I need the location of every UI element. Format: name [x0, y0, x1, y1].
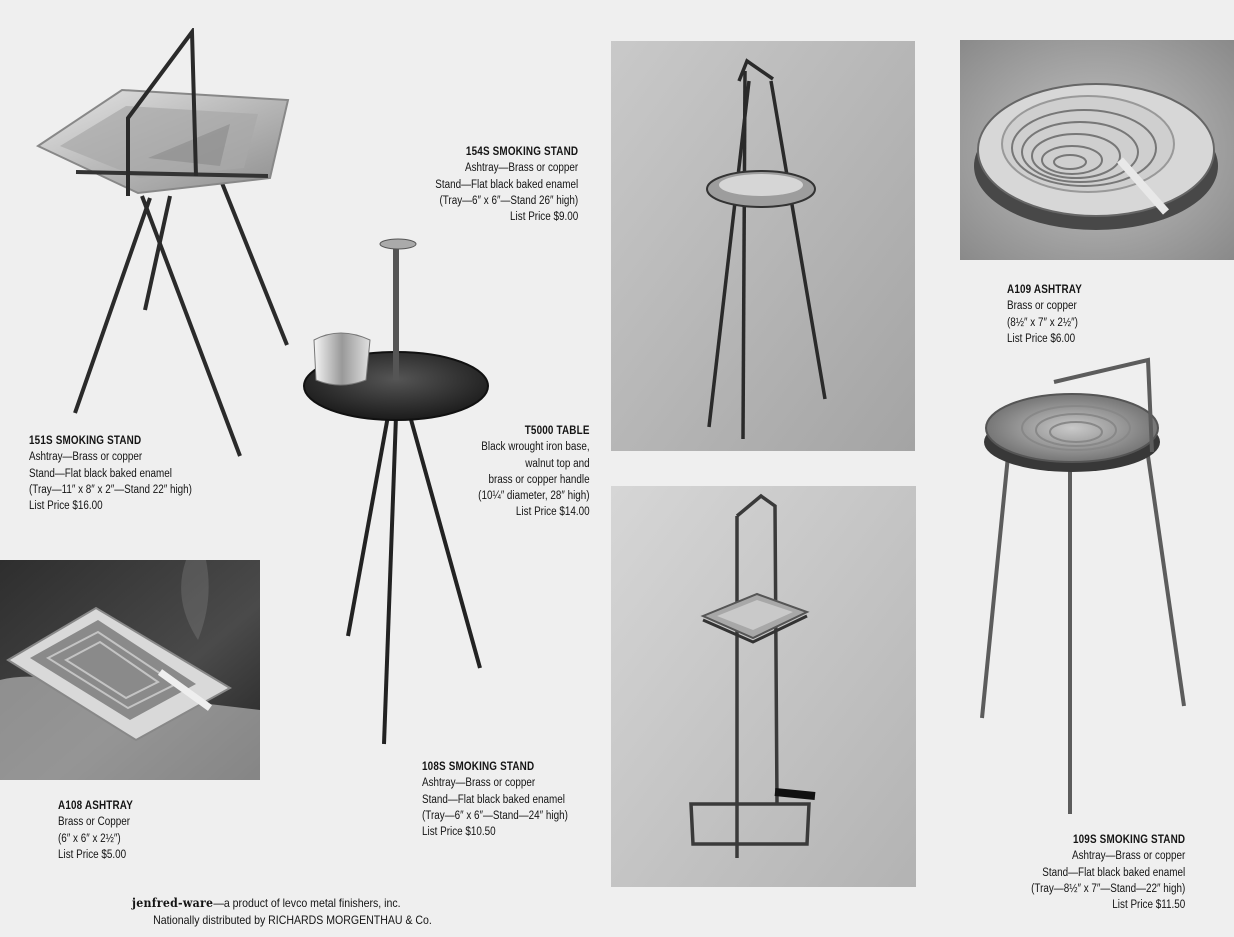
caption-a108-price: List Price $5.00	[58, 848, 127, 861]
caption-t5000-line: Black wrought iron base,	[481, 441, 590, 454]
caption-154s	[435, 144, 578, 225]
footer-tagline: —a product of levco metal finishers, inc.	[213, 896, 401, 910]
photo-a109-ashtray	[960, 40, 1234, 260]
caption-109s-title: 109S SMOKING STAND	[1072, 834, 1185, 846]
caption-t5000-price: List Price $14.00	[516, 506, 590, 519]
caption-154s-title: 154S SMOKING STAND	[465, 146, 578, 158]
photo-a108-ashtray	[0, 560, 260, 780]
caption-t5000-title: T5000 TABLE	[525, 425, 590, 437]
caption-108s-title: 108S SMOKING STAND	[422, 761, 535, 773]
caption-154s-price: List Price $9.00	[509, 211, 578, 224]
caption-a109-title: A109 ASHTRAY	[1007, 284, 1082, 296]
caption-a109-line: (8½″ x 7″ x 2½″)	[1007, 316, 1078, 329]
caption-t5000-line: brass or copper handle	[488, 473, 590, 486]
caption-109s-line: Ashtray—Brass or copper	[1071, 850, 1185, 863]
photo-108s-smoking-stand	[611, 486, 916, 887]
caption-108s-line: (Tray—6″ x 6″—Stand—24″ high)	[422, 809, 568, 822]
caption-108s-line: Stand—Flat black baked enamel	[422, 793, 565, 806]
caption-109s-price: List Price $11.50	[1112, 899, 1185, 912]
caption-151s-line: (Tray—11″ x 8″ x 2″—Stand 22″ high)	[29, 483, 192, 496]
caption-109s	[1031, 832, 1185, 913]
caption-a108	[58, 798, 133, 863]
photo-151s-smoking-stand	[30, 28, 300, 460]
caption-a108-line: Brass or Copper	[58, 816, 131, 829]
caption-a108-line: (6″ x 6″ x 2½″)	[58, 832, 121, 845]
caption-a109-line: Brass or copper	[1007, 300, 1077, 313]
caption-t5000	[479, 423, 590, 521]
caption-109s-line: (Tray—8½″ x 7″—Stand—22″ high)	[1030, 882, 1185, 895]
caption-t5000-line: (10¼″ diameter, 28″ high)	[478, 490, 590, 503]
brand-name: jenfred-ware	[132, 895, 214, 910]
caption-109s-line: Stand—Flat black baked enamel	[1042, 866, 1185, 879]
footer-brand-line	[132, 894, 432, 912]
caption-a109	[1007, 282, 1082, 347]
caption-a109-price: List Price $6.00	[1007, 332, 1076, 345]
caption-108s-price: List Price $10.50	[422, 826, 496, 839]
caption-151s	[29, 433, 192, 514]
caption-151s-title: 151S SMOKING STAND	[29, 435, 142, 447]
caption-154s-line: Ashtray—Brass or copper	[464, 162, 578, 175]
photo-t5000-table	[300, 236, 490, 752]
footer	[132, 894, 432, 929]
caption-a108-title: A108 ASHTRAY	[58, 800, 133, 812]
photo-154s-smoking-stand	[611, 41, 915, 451]
caption-154s-line: (Tray—6″ x 6″—Stand 26″ high)	[439, 194, 578, 207]
footer-distributed: Nationally distributed by RICHARDS MORGENTHAU & Co.	[153, 913, 432, 927]
caption-108s	[422, 759, 568, 840]
caption-t5000-line: walnut top and	[525, 457, 590, 470]
photo-109s-smoking-stand	[972, 356, 1194, 820]
caption-151s-price: List Price $16.00	[29, 500, 103, 513]
caption-151s-line: Ashtray—Brass or copper	[29, 451, 143, 464]
caption-151s-line: Stand—Flat black baked enamel	[29, 467, 172, 480]
caption-154s-line: Stand—Flat black baked enamel	[435, 178, 578, 191]
caption-108s-line: Ashtray—Brass or copper	[422, 777, 536, 790]
